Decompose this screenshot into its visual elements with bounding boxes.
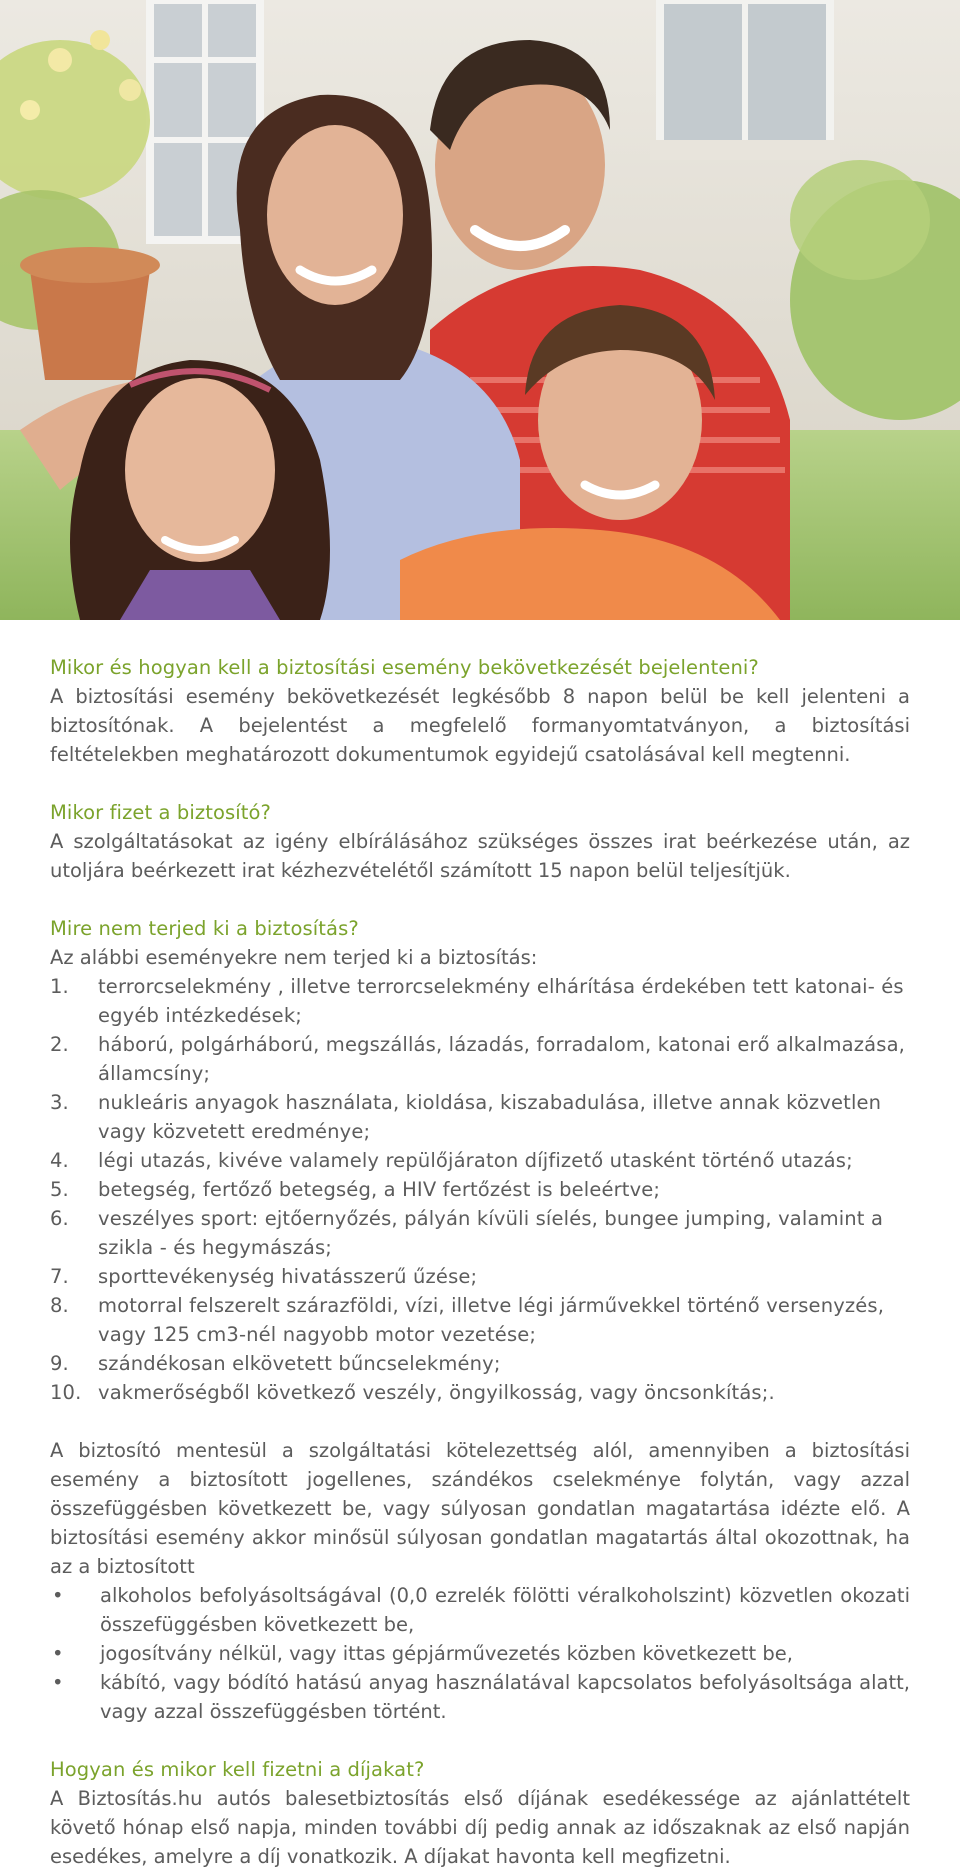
list-text: jogosítvány nélkül, vagy ittas gépjárművezetés közben következett be,: [100, 1642, 793, 1665]
list-text: szándékosan elkövetett bűncselekmény;: [98, 1352, 501, 1375]
list-number: 3.: [50, 1091, 69, 1114]
list-text: háború, polgárháború, megszállás, lázadás, forradalom, katonai erő alkalmazása, államcsíny;: [98, 1033, 906, 1085]
section-paragraph: A biztosítási esemény bekövetkezését legkésőbb 8 napon belül be kell jelenteni a biztosítónak. A bejelentést a megfelelő formanyomtatványon, a biztosítási feltételekben meghatározott dokumentumok egyidejű csatolásával kell megtenni.: [50, 685, 910, 766]
list-text: alkoholos befolyásoltságával (0,0 ezrelék fölötti véralkoholszint) közvetlen okozati összefüggésben következett be,: [100, 1584, 910, 1636]
list-text: nukleáris anyagok használata, kioldása, kiszabadulása, illetve annak közvetlen vagy közvetett eredménye;: [98, 1091, 882, 1143]
list-number: 8.: [50, 1294, 69, 1317]
exemption-bullets: [50, 1581, 910, 1726]
exclusions-list: [50, 972, 910, 1407]
section-exemption: [50, 1436, 910, 1726]
section-premium-payment: [50, 1755, 910, 1871]
section-exclusions: [50, 914, 910, 1407]
list-item: [50, 1639, 910, 1668]
list-number: 5.: [50, 1178, 69, 1201]
list-text: kábító, vagy bódító hatású anyag használatával kapcsolatos befolyásoltsága alatt, vagy azzal összefüggésben történt.: [100, 1671, 910, 1723]
list-item: [50, 1204, 910, 1262]
list-number: 10.: [50, 1381, 82, 1404]
exemption-paragraph: A biztosító mentesül a szolgáltatási kötelezettség alól, amennyiben a biztosítási esemény a biztosított jogellenes, szándékos cselekménye folytán, vagy azzal összefüggésben következett be, vagy súlyosan gondatlan magatartása idézte elő. A biztosítási esemény akkor minősül súlyosan gondatlan magatartás által okozottnak, ha az a biztosított: [50, 1439, 910, 1578]
section-reporting: [50, 653, 910, 769]
family-photo-illustration: [0, 0, 960, 620]
list-number: 1.: [50, 975, 69, 998]
list-item: [50, 1088, 910, 1146]
section-heading: Mikor fizet a biztosító?: [50, 801, 272, 824]
list-number: 6.: [50, 1207, 69, 1230]
list-text: vakmerőségből következő veszély, öngyilkosság, vagy öncsonkítás;.: [98, 1381, 775, 1404]
family-photo: [0, 0, 960, 620]
bullet-icon: •: [52, 1584, 64, 1607]
list-item: [50, 1291, 910, 1349]
list-text: terrorcselekmény , illetve terrorcselekmény elhárítása érdekében tett katonai- és egyéb intézkedések;: [98, 975, 904, 1027]
list-number: 7.: [50, 1265, 69, 1288]
list-text: betegség, fertőző betegség, a HIV fertőzést is beleértve;: [98, 1178, 661, 1201]
list-item: [50, 1175, 910, 1204]
list-number: 9.: [50, 1352, 69, 1375]
bullet-icon: •: [52, 1671, 64, 1694]
list-item: [50, 1262, 910, 1291]
list-item: [50, 1146, 910, 1175]
section-paragraph: A Biztosítás.hu autós balesetbiztosítás első díjának esedékessége az ajánlattételt követő hónap első napja, minden további díj pedig annak az időszaknak az első napján esedékes, amelyre a díj vonatkozik. A díjakat havonta kell megfizetni.: [50, 1787, 910, 1868]
list-text: motorral felszerelt szárazföldi, vízi, illetve légi járművekkel történő versenyzés, vagy 125 cm3-nél nagyobb motor vezetése;: [98, 1294, 885, 1346]
list-text: sporttevékenység hivatásszerű űzése;: [98, 1265, 478, 1288]
list-item: [50, 972, 910, 1030]
list-text: veszélyes sport: ejtőernyőzés, pályán kívüli síelés, bungee jumping, valamint a szikla - és hegymászás;: [98, 1207, 884, 1259]
list-number: 2.: [50, 1033, 69, 1056]
section-heading: Mire nem terjed ki a biztosítás?: [50, 917, 359, 940]
list-item: [50, 1030, 910, 1088]
bullet-icon: •: [52, 1642, 64, 1665]
list-item: [50, 1581, 910, 1639]
list-item: [50, 1349, 910, 1378]
section-payout: [50, 798, 910, 885]
section-heading: Mikor és hogyan kell a biztosítási esemény bekövetkezését bejelenteni?: [50, 656, 759, 679]
exclusions-intro: Az alábbi eseményekre nem terjed ki a biztosítás:: [50, 946, 538, 969]
section-paragraph: A szolgáltatásokat az igény elbírálásához szükséges összes irat beérkezése után, az utoljára beérkezett irat kézhezvételétől számított 15 napon belül teljesítjük.: [50, 830, 910, 882]
list-number: 4.: [50, 1149, 69, 1172]
section-heading: Hogyan és mikor kell fizetni a díjakat?: [50, 1758, 425, 1781]
list-text: légi utazás, kivéve valamely repülőjáraton díjfizető utasként történő utazás;: [98, 1149, 853, 1172]
list-item: [50, 1668, 910, 1726]
list-item: [50, 1378, 910, 1407]
